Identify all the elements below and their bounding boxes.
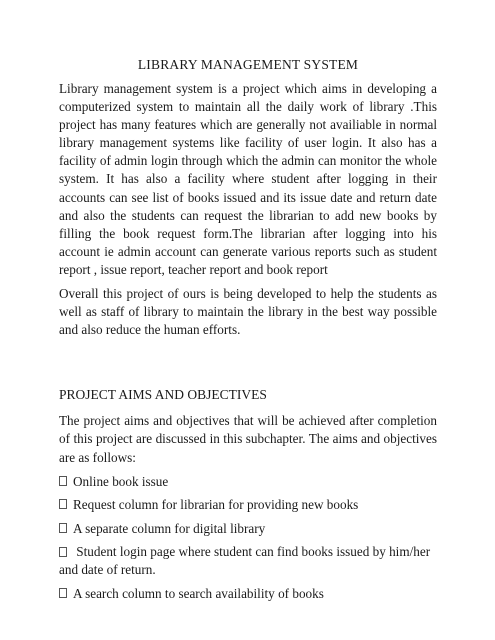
list-item: [59, 520, 437, 538]
bullet-box-icon: [59, 476, 67, 486]
overall-paragraph: Overall this project of ours is being developed to help the students as well as staff of library to maintain the library in the best way possible and also reduce the human efforts.: [59, 286, 437, 338]
list-item: [59, 585, 437, 603]
bullet-box-icon: [59, 588, 67, 598]
aims-intro-paragraph: The project aims and objectives that will be achieved after completion of this project are discussed in this subchapter. The aims and objectives are as follows:: [59, 413, 437, 465]
aims-list: [59, 473, 437, 603]
list-item-text: Request column for librarian for providing new books: [73, 497, 359, 513]
list-item: [59, 496, 437, 514]
bullet-box-icon: [59, 547, 67, 557]
list-item: [59, 543, 437, 578]
list-item-text: Online book issue: [73, 473, 169, 489]
list-item-text: A search column to search availability of books: [73, 585, 324, 601]
bullet-box-icon: [59, 499, 67, 509]
list-item: [59, 473, 437, 491]
intro-paragraph: Library management system is a project which aims in developing a computerized system to maintain all the daily work of library .This project has many features which are generally not availiable in normal library management systems like facility of user login. It also has a facility of admin login through which the admin can monitor the whole system. It has also a facility where student after logging in their accounts can see list of books issued and its issue date and return date and also the students can request the librarian to add new books by filling the book request form.The librarian after logging into his account ie admin account can generate various reports such as student report , issue report, teacher report and book report: [59, 81, 437, 277]
document-page: [59, 56, 437, 608]
aims-section-heading: PROJECT AIMS AND OBJECTIVES: [59, 387, 267, 403]
document-title: LIBRARY MANAGEMENT SYSTEM: [137, 57, 359, 72]
bullet-box-icon: [59, 523, 67, 533]
list-item-text: A separate column for digital library: [73, 520, 266, 536]
list-item-text: Student login page where student can find books issued by him/her and date of return.: [59, 544, 431, 577]
